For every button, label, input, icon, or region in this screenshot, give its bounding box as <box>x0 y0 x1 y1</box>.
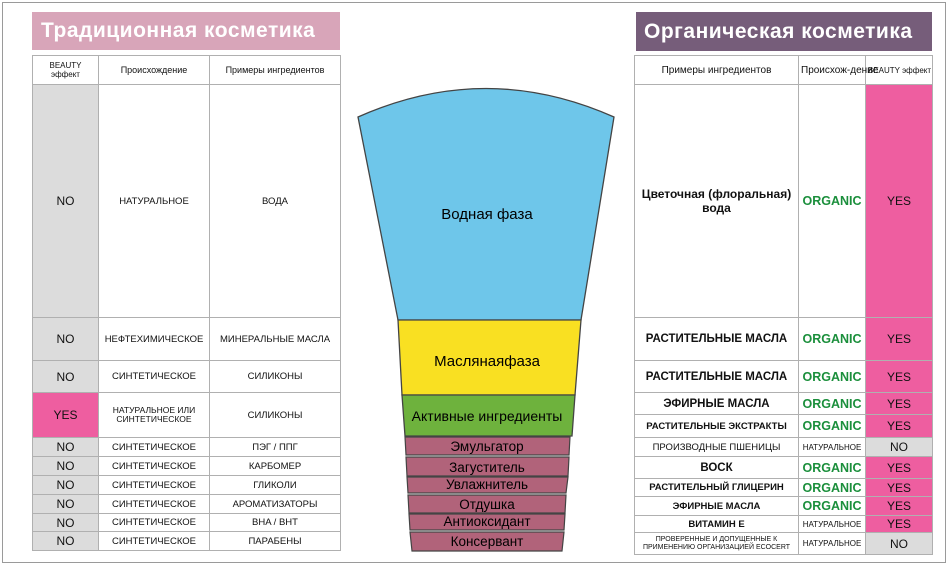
example-cell: ПРОИЗВОДНЫЕ ПШЕНИЦЫ <box>635 438 799 457</box>
origin-cell: СИНТЕТИЧЕСКОЕ <box>99 476 210 495</box>
origin-cell: СИНТЕТИЧЕСКОЕ <box>99 514 210 532</box>
example-cell: МИНЕРАЛЬНЫЕ МАСЛА <box>210 318 341 361</box>
example-cell: КАРБОМЕР <box>210 457 341 476</box>
effect-cell: YES <box>33 393 99 438</box>
origin-cell: НАТУРАЛЬНОЕ <box>799 438 866 457</box>
example-cell: ВОСК <box>635 457 799 479</box>
origin-cell: НАТУРАЛЬНОЕ ИЛИ СИНТЕТИЧЕСКОЕ <box>99 393 210 438</box>
humectant-label: Увлажнитель <box>445 477 529 492</box>
origin-cell: ORGANIC <box>799 361 866 393</box>
example-cell: РАСТИТЕЛЬНЫЕ ЭКСТРАКТЫ <box>635 415 799 438</box>
effect-cell: NO <box>33 318 99 361</box>
origin-cell: СИНТЕТИЧЕСКОЕ <box>99 361 210 393</box>
header-origin: Происхож-дение <box>799 56 866 85</box>
example-cell: Цветочная (флоральная) вода <box>635 85 799 318</box>
example-cell: ЭФИРНЫЕ МАСЛА <box>635 497 799 516</box>
example-cell: РАСТИТЕЛЬНЫЕ МАСЛА <box>635 318 799 361</box>
example-cell: ПАРАБЕНЫ <box>210 532 341 551</box>
effect-cell: YES <box>866 479 933 497</box>
header-origin: Происхождение <box>99 56 210 85</box>
oil-phase-label: Маслянаяфаза <box>434 353 540 370</box>
origin-cell: ORGANIC <box>799 479 866 497</box>
effect-cell: YES <box>866 318 933 361</box>
traditional-cosmetics-title: Традиционная косметика <box>32 12 340 50</box>
effect-cell: YES <box>866 457 933 479</box>
effect-cell: YES <box>866 415 933 438</box>
active-ingredients-label: Активные ингредиенты <box>411 408 563 424</box>
origin-cell: СИНТЕТИЧЕСКОЕ <box>99 532 210 551</box>
effect-cell: NO <box>33 85 99 318</box>
effect-cell: YES <box>866 516 933 533</box>
water-phase-segment <box>358 89 614 321</box>
example-cell: BHA / BHT <box>210 514 341 532</box>
example-cell: ВОДА <box>210 85 341 318</box>
effect-cell: NO <box>33 532 99 551</box>
effect-cell: NO <box>33 361 99 393</box>
effect-cell: YES <box>866 85 933 318</box>
effect-cell: YES <box>866 393 933 415</box>
example-cell: ПЭГ / ППГ <box>210 438 341 457</box>
emulsifier-label: Эмульгатор <box>450 439 524 454</box>
origin-cell: СИНТЕТИЧЕСКОЕ <box>99 438 210 457</box>
origin-cell: ORGANIC <box>799 497 866 516</box>
example-cell: ПРОВЕРЕННЫЕ И ДОПУЩЕННЫЕ К ПРИМЕНЕНИЮ ОРГАНИЗАЦИЕЙ ECOCERT <box>635 533 799 555</box>
header-beauty: BEAUTY эффект <box>33 56 99 85</box>
example-cell: АРОМАТИЗАТОРЫ <box>210 495 341 514</box>
organic-cosmetics-title: Органическая косметика <box>636 12 932 51</box>
origin-cell: ORGANIC <box>799 85 866 318</box>
origin-cell: ORGANIC <box>799 318 866 361</box>
header-beauty: BEAUTY эффект <box>866 56 933 85</box>
water-phase-label: Водная фаза <box>441 206 533 223</box>
example-cell: СИЛИКОНЫ <box>210 361 341 393</box>
effect-cell: NO <box>33 476 99 495</box>
example-cell: ГЛИКОЛИ <box>210 476 341 495</box>
effect-cell: NO <box>866 533 933 555</box>
origin-cell: СИНТЕТИЧЕСКОЕ <box>99 495 210 514</box>
example-cell: РАСТИТЕЛЬНЫЙ ГЛИЦЕРИН <box>635 479 799 497</box>
header-examples: Примеры ингредиентов <box>210 56 341 85</box>
origin-cell: СИНТЕТИЧЕСКОЕ <box>99 457 210 476</box>
origin-cell: НАТУРАЛЬНОЕ <box>99 85 210 318</box>
origin-cell: НАТУРАЛЬНОЕ <box>799 516 866 533</box>
example-cell: РАСТИТЕЛЬНЫЕ МАСЛА <box>635 361 799 393</box>
effect-cell: YES <box>866 361 933 393</box>
origin-cell: ORGANIC <box>799 457 866 479</box>
origin-cell: НАТУРАЛЬНОЕ <box>799 533 866 555</box>
effect-cell: NO <box>866 438 933 457</box>
effect-cell: NO <box>33 514 99 532</box>
fragrance-label: Отдушка <box>459 497 515 512</box>
effect-cell: NO <box>33 457 99 476</box>
header-examples: Примеры ингредиентов <box>635 56 799 85</box>
origin-cell: НЕФТЕХИМИЧЕСКОЕ <box>99 318 210 361</box>
antioxidant-label: Антиоксидант <box>443 514 531 529</box>
effect-cell: NO <box>33 495 99 514</box>
effect-cell: NO <box>33 438 99 457</box>
example-cell: СИЛИКОНЫ <box>210 393 341 438</box>
thickener-label: Загуститель <box>449 460 525 475</box>
example-cell: ЭФИРНЫЕ МАСЛА <box>635 393 799 415</box>
origin-cell: ORGANIC <box>799 415 866 438</box>
example-cell: ВИТАМИН Е <box>635 516 799 533</box>
preservative-label: Консервант <box>450 534 524 549</box>
effect-cell: YES <box>866 497 933 516</box>
origin-cell: ORGANIC <box>799 393 866 415</box>
